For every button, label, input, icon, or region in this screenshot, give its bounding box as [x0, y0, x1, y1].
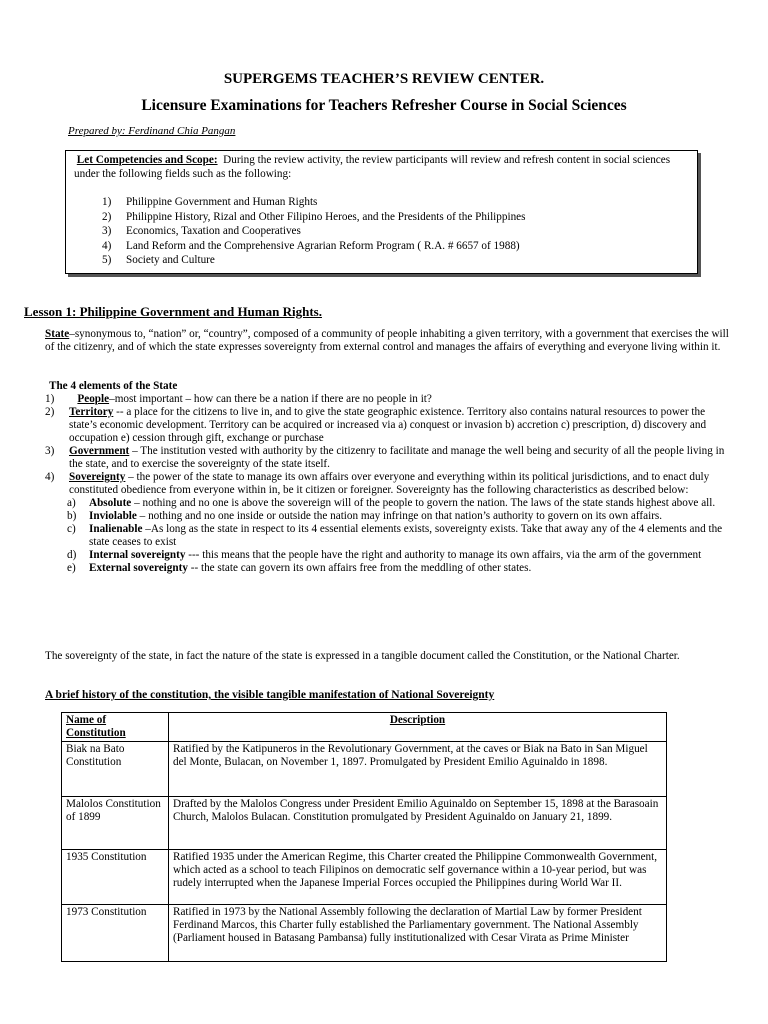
column-header-name: Name of Constitution [62, 713, 169, 742]
competencies-list [74, 195, 689, 268]
competencies-label: Let Competencies and Scope: [76, 154, 218, 166]
characteristic-inviolable: b) Inviolable – nothing and no one inside or outside the nation may infringe on that nation’s authority to govern on its own affairs. [67, 510, 663, 522]
state-definition [45, 328, 735, 354]
element-sovereignty: 4) Sovereignty – the power of the state to manage its own affairs over everyone and everything within its political jurisdictions, and to enact duly constituted obedience from everyone within in, be it citizen or foreigner. Sovereignty has the following characteristics as described below: [45, 471, 710, 496]
list-item: 4) Land Reform and the Comprehensive Agrarian Reform Program ( R.A. # 6657 of 1988) [102, 239, 520, 252]
list-item: 2) Philippine History, Rizal and Other Filipino Heroes, and the Presidents of the Philippines [102, 210, 526, 223]
sovereignty-note: The sovereignty of the state, in fact the nature of the state is expressed in a tangible document called the Constitution, or the National Charter. [45, 650, 680, 662]
characteristic-external: e) External sovereignty -- the state can govern its own affairs free from the meddling of other states. [67, 562, 532, 574]
state-term: State [45, 328, 70, 340]
table-row: 1935 Constitution Ratified 1935 under the American Regime, this Charter created the Philippine Commonwealth Government, which acted as a school to teach Filipinos on democratic self governance within a 10-year period, but was rudely interrupted when the Japanese Imperial Forces occupied the Philippines during World War II. [62, 850, 667, 905]
constitution-table [61, 712, 667, 962]
table-header-row [62, 713, 667, 742]
table-row: Biak na Bato Constitution Ratified by the Katipuneros in the Revolutionary Government, at the caves or Biak na Bato in San Miguel del Monte, Bulacan, on November 1, 1897. Promulgated by President Emilio Aguinaldo in 1898. [62, 742, 667, 797]
table-row: Malolos Constitution of 1899 Drafted by the Malolos Congress under President Emilio Aguinaldo on September 15, 1898 at the Barasoain Church, Malolos Bulacan. Constitution promulgated by President Aguinaldo on January 21, 1899. [62, 797, 667, 850]
elements-heading: The 4 elements of the State [49, 380, 178, 392]
element-people: 1) People–most important – how can there be a nation if there are no people in it? [45, 393, 432, 405]
characteristic-absolute: a) Absolute – nothing and no one is above the sovereign will of the people to govern the nation. The laws of the state stands highest above all. [67, 497, 716, 509]
competencies-text: During the review activity, the review participants will review and refresh content in social sciences under the following fields such as the following: [74, 154, 671, 180]
state-def-text: –synonymous to, “nation” or, “country”, composed of a community of people inhabiting a given territory, with a government that exercises the will of the citizenry, and of which the state expresses sovereignty from external control and manages the affairs of everything and everyone living within it. [45, 328, 729, 353]
element-territory: 2) Territory -- a place for the citizens to live in, and to give the state geographic existence. Territory also contains natural resources to power the state’s economic development. Territory can be acquired or increased via a) conquest or invasion b) accretion c) prescription, d) discovery and occupation e) cession through gift, exchange or purchase [45, 406, 707, 444]
element-government: 3) Government – The institution vested with authority by the citizenry to facilitate and manage the well being and security of all the people living in the state, and to exercise the sovereignty of the state itself. [45, 445, 725, 470]
column-header-description: Description [169, 713, 667, 742]
list-item: 5) Society and Culture [102, 254, 215, 267]
document-title: SUPERGEMS TEACHER’S REVIEW CENTER. [223, 71, 545, 87]
list-item: 1) Philippine Government and Human Rights [102, 196, 318, 208]
competencies-box [65, 150, 698, 274]
list-item: 3) Economics, Taxation and Cooperatives [102, 225, 301, 238]
history-heading: A brief history of the constitution, the visible tangible manifestation of National Sovereignty [45, 689, 495, 701]
characteristic-inalienable: c) Inalienable –As long as the state in respect to its 4 essential elements exists, sovereignty exists. Take that away any of the 4 elements and the state ceases to exist [67, 523, 723, 548]
document-subtitle: Licensure Examinations for Teachers Refresher Course in Social Sciences [141, 97, 627, 114]
competencies-lead [74, 153, 689, 181]
characteristic-internal: d) Internal sovereignty --- this means that the people have the right and authority to manage its own affairs, via the arm of the government [67, 549, 702, 561]
prepared-by: Prepared by: Ferdinand Chia Pangan [68, 125, 236, 137]
elements-section [45, 380, 735, 575]
table-row: 1973 Constitution Ratified in 1973 by the National Assembly following the declaration of Martial Law by former President Ferdinand Marcos, this Charter fully established the Parliamentary government. The National Assembly (Parliament housed in Batasang Pambansa) fully institutionalized with Cesar Virata as Prime Minister [62, 905, 667, 962]
lesson-title: Lesson 1: Philippine Government and Human Rights. [24, 304, 322, 319]
